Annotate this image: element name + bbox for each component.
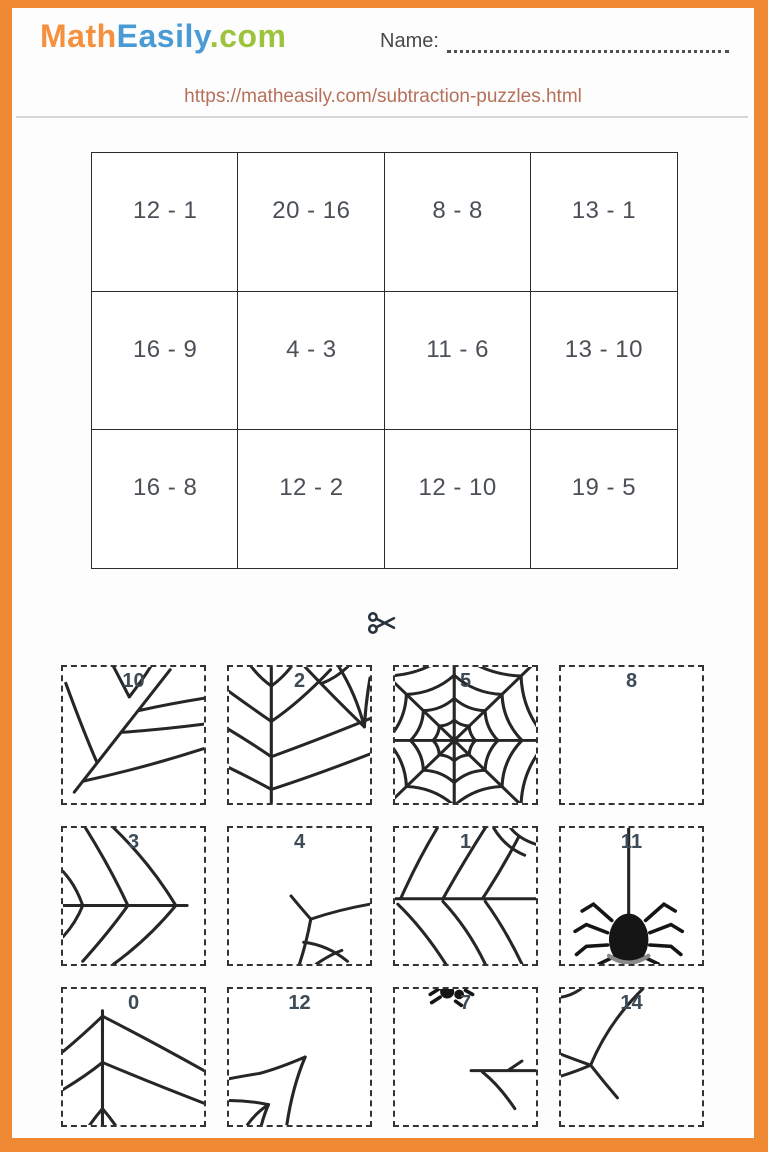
answer-cards-grid [61, 665, 704, 1127]
answer-card [227, 826, 372, 966]
logo-part-math: Math [40, 18, 117, 54]
problem-cell: 12 - 2 [237, 429, 385, 569]
card-number: 7 [459, 992, 472, 1014]
answer-card [227, 665, 372, 805]
problem-cell: 12 - 1 [91, 152, 239, 292]
problem-cell: 11 - 6 [384, 291, 532, 431]
card-number: 1 [459, 831, 472, 853]
site-logo [40, 18, 286, 55]
answer-card [393, 826, 538, 966]
card-number: 5 [459, 670, 472, 692]
card-number: 4 [293, 831, 306, 853]
card-number: 3 [127, 831, 140, 853]
problem-cell: 4 - 3 [237, 291, 385, 431]
card-number: 11 [620, 831, 643, 853]
name-field [380, 30, 729, 53]
answer-card [61, 987, 206, 1127]
answer-card [393, 987, 538, 1127]
answer-card [61, 826, 206, 966]
problem-cell: 12 - 10 [384, 429, 532, 569]
name-dotted-line [447, 30, 729, 53]
problems-grid [92, 153, 677, 568]
card-number: 0 [127, 992, 140, 1014]
logo-part-com: .com [209, 18, 287, 54]
problem-cell: 19 - 5 [530, 429, 678, 569]
problem-cell: 16 - 9 [91, 291, 239, 431]
card-number: 8 [625, 670, 638, 692]
card-number: 10 [122, 670, 145, 692]
scissors-icon [366, 608, 400, 638]
header-divider [16, 116, 748, 118]
problem-cell: 8 - 8 [384, 152, 532, 292]
card-number: 12 [288, 992, 311, 1014]
name-label: Name: [380, 30, 439, 52]
answer-card [559, 826, 704, 966]
problem-cell: 16 - 8 [91, 429, 239, 569]
answer-card [61, 665, 206, 805]
problem-cell: 13 - 10 [530, 291, 678, 431]
answer-card [559, 987, 704, 1127]
answer-card [393, 665, 538, 805]
answer-card [227, 987, 372, 1127]
card-number: 14 [620, 992, 643, 1014]
card-number: 2 [293, 670, 306, 692]
answer-card [559, 665, 704, 805]
logo-part-easily: Easily [116, 18, 210, 54]
cut-line [12, 608, 754, 638]
problem-cell: 13 - 1 [530, 152, 678, 292]
page-url: https://matheasily.com/subtraction-puzzles.html [184, 86, 582, 107]
problem-cell: 20 - 16 [237, 152, 385, 292]
